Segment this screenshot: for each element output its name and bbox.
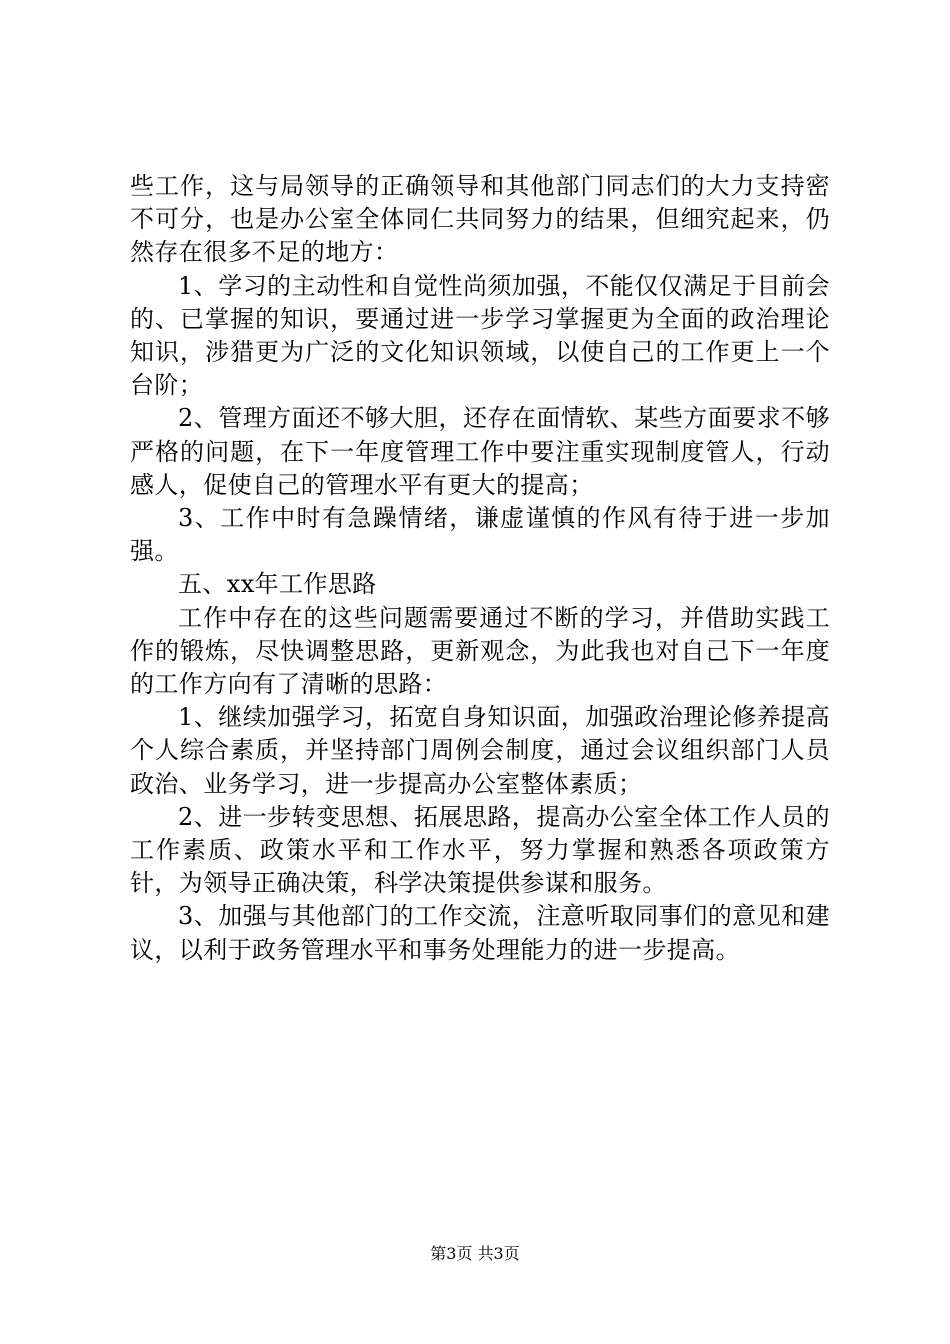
- document-body: [130, 170, 830, 967]
- section-heading-work-plan: 五、xx年工作思路: [178, 570, 377, 599]
- paragraph-plan-intro: 工作中存在的这些问题需要通过不断的学习，并借助实践工作的锻炼，尽快调整思路，更新观念，为此我也对自己下一年度的工作方向有了清晰的思路：: [130, 603, 830, 699]
- paragraph-plan-2: 2、进一步转变思想、拓展思路，提高办公室全体工作人员的工作素质、政策水平和工作水平，努力掌握和熟悉各项政策方针，为领导正确决策，科学决策提供参谋和服务。: [130, 802, 830, 898]
- paragraph-shortcoming-1: 1、学习的主动性和自觉性尚须加强，不能仅仅满足于目前会的、已掌握的知识，要通过进一步学习掌握更为全面的政治理论知识，涉猎更为广泛的文化知识领域，以使自己的工作更上一个台阶；: [130, 271, 830, 400]
- page-number-footer: 第3页 共3页: [430, 1244, 520, 1263]
- paragraph-shortcoming-3: 3、工作中时有急躁情绪，谦虚谨慎的作风有待于进一步加强。: [130, 504, 830, 566]
- paragraph-plan-3: 3、加强与其他部门的工作交流，注意听取同事们的意见和建议，以利于政务管理水平和事务处理能力的进一步提高。: [130, 902, 830, 964]
- paragraph-intro-continuation: 些工作，这与局领导的正确领导和其他部门同志们的大力支持密不可分，也是办公室全体同仁共同努力的结果，但细究起来，仍然存在很多不足的地方：: [130, 172, 830, 267]
- paragraph-shortcoming-2: 2、管理方面还不够大胆，还存在面情软、某些方面要求不够严格的问题，在下一年度管理工作中要注重实现制度管人，行动感人，促使自己的管理水平有更大的提高；: [130, 404, 830, 499]
- paragraph-plan-1: 1、继续加强学习，拓宽自身知识面，加强政治理论修养提高个人综合素质，并坚持部门周例会制度，通过会议组织部门人员政治、业务学习，进一步提高办公室整体素质；: [130, 703, 830, 798]
